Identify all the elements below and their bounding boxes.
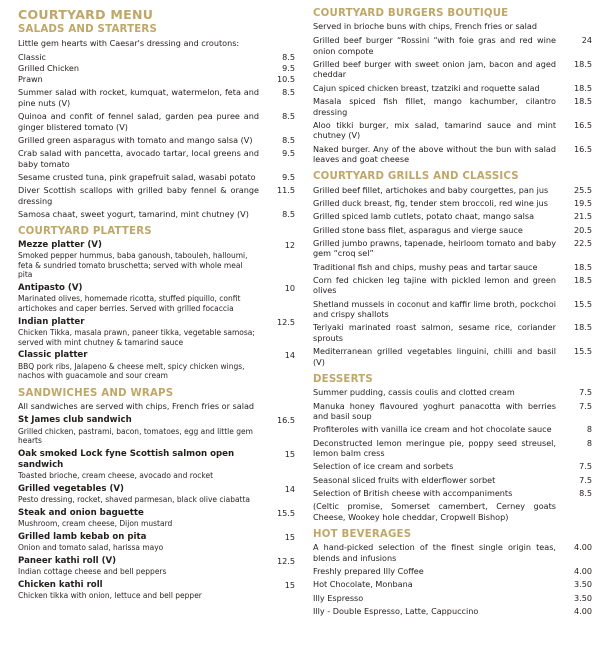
menu-section	[313, 171, 592, 367]
menu-item-name: Grilled duck breast, fig, tender stem broccoli, red wine jus	[313, 197, 549, 208]
menu-item-name: Manuka honey flavoured yoghurt panacotta with berries and basil soup	[313, 400, 556, 421]
menu-item-body	[313, 238, 562, 259]
menu-item-description: Chicken tikka with onion, lettuce and bell pepper	[18, 591, 202, 601]
menu-item-name: Grilled stone bass filet, asparagus and vierge sauce	[313, 224, 523, 235]
menu-item-name: (Celtic promise, Somerset camembert, Cerney goats Cheese, Wookey hole cheddar, Cropwell Bishop)	[313, 501, 556, 522]
menu-item	[313, 346, 592, 367]
section-note: Little gem hearts with Caesar's dressing and croutons:	[18, 37, 240, 48]
menu-item-price: 7.5	[579, 461, 592, 472]
menu-item-name: St James club sandwich	[18, 415, 132, 426]
menu-item	[313, 501, 592, 522]
menu-item-name: Illy Espresso	[313, 592, 364, 603]
menu-item-price: 12.5	[276, 316, 295, 327]
menu-item	[313, 299, 592, 320]
menu-item-body	[18, 135, 265, 145]
menu-item	[313, 35, 592, 56]
menu-item	[313, 488, 592, 498]
menu-item-body	[313, 346, 562, 367]
menu-item	[18, 508, 295, 529]
menu-item-body	[313, 606, 562, 616]
sub-item-group	[18, 52, 295, 85]
menu-item-name: Masala spiced fish fillet, mango kachumber, cilantro dressing	[313, 96, 556, 117]
menu-item-price: 7.5	[579, 474, 592, 485]
menu-item-description: Onion and tomato salad, harissa mayo	[18, 543, 164, 553]
menu-item	[313, 238, 592, 259]
menu-item	[313, 401, 592, 422]
left-sections-container	[18, 24, 295, 600]
menu-item	[313, 59, 592, 80]
menu-item-price: 16.5	[276, 415, 295, 426]
menu-item-price: 11.5	[276, 185, 295, 196]
menu-item	[18, 87, 295, 108]
menu-item-name: Freshly prepared Illy Coffee	[313, 566, 424, 577]
menu-item-name: Seasonal sliced fruits with elderflower sorbet	[313, 474, 496, 485]
menu-item-name: Grilled lamb kebab on pita	[18, 532, 147, 543]
menu-item-price: 7.5	[579, 387, 592, 398]
menu-item-name: Grilled vegetables (V)	[18, 484, 124, 495]
menu-item-price: 18.5	[573, 59, 592, 70]
menu-item-name: Antipasto (V)	[18, 283, 83, 294]
menu-item-name: Corn fed chicken leg tajine with pickled lemon and green olives	[313, 275, 556, 296]
menu-item	[18, 283, 295, 314]
menu-section	[18, 388, 295, 601]
menu-section	[313, 8, 592, 164]
sub-item-name: Prawn	[18, 73, 43, 84]
sub-item-price: 8.5	[282, 51, 295, 62]
menu-item	[313, 322, 592, 343]
menu-item-body	[18, 580, 265, 601]
menu-item-name: Samosa chaat, sweet yogurt, tamarind, mint chutney (V)	[18, 209, 249, 220]
menu-item-body	[18, 111, 265, 132]
menu-item-name: Grilled beef burger with sweet onion jam, bacon and aged cheddar	[313, 59, 556, 80]
section-heading: SALADS AND STARTERS	[18, 24, 158, 36]
menu-item-body	[18, 508, 265, 529]
menu-item-body	[18, 87, 265, 108]
menu-item-body	[313, 488, 562, 498]
menu-item-body	[313, 144, 562, 165]
menu-item	[313, 262, 592, 272]
menu-item-body	[313, 211, 562, 221]
menu-item-body	[18, 172, 265, 182]
menu-item-price: 24	[581, 35, 592, 46]
menu-item-name: A hand-picked selection of the finest single origin teas, blends and infusions	[313, 542, 556, 563]
menu-item-body	[18, 449, 265, 481]
section-heading: COURTYARD GRILLS AND CLASSICS	[313, 171, 519, 183]
menu-item-name: Mediterranean grilled vegetables linguini, chilli and basil (V)	[313, 346, 556, 367]
menu-item	[313, 593, 592, 603]
menu-item	[313, 542, 592, 563]
menu-section	[313, 374, 592, 522]
menu-item-body	[18, 283, 265, 314]
menu-item-body	[313, 83, 562, 93]
menu-item	[313, 579, 592, 589]
menu-item	[313, 120, 592, 141]
menu-item-body	[313, 401, 562, 422]
menu-item-name: Steak and onion baguette	[18, 508, 144, 519]
menu-item-name: Paneer kathi roll (V)	[18, 555, 117, 566]
menu-item-price: 15	[284, 532, 295, 543]
menu-item-price: 18.5	[573, 96, 592, 107]
menu-item-price: 18.5	[573, 322, 592, 333]
menu-item	[18, 148, 295, 169]
menu-item-name: Summer pudding, cassis coulis and clotted cream	[313, 387, 515, 398]
menu-item-price: 15.5	[573, 298, 592, 309]
menu-item	[313, 185, 592, 195]
menu-item-name: Summer salad with rocket, kumquat, watermelon, feta and pine nuts (V)	[18, 87, 259, 108]
menu-item-body	[313, 424, 562, 434]
menu-item-description: Indian cottage cheese and bell peppers	[18, 567, 167, 577]
menu-item-price: 18.5	[573, 82, 592, 93]
menu-item	[18, 240, 295, 280]
menu-item	[18, 556, 295, 577]
menu-item-price: 8.5	[282, 209, 295, 220]
menu-item-price: 9.5	[282, 148, 295, 159]
menu-item-price: 3.50	[573, 579, 592, 590]
menu-item-body	[313, 120, 562, 141]
menu-item-body	[313, 299, 562, 320]
menu-item-body	[313, 566, 562, 576]
menu-item-body	[313, 461, 562, 471]
menu-item-description: Mushroom, cream cheese, Dijon mustard	[18, 519, 173, 529]
menu-item	[313, 275, 592, 296]
menu-item-price: 18.5	[573, 275, 592, 286]
menu-item-price: 7.5	[579, 400, 592, 411]
menu-item-name: Shetland mussels in coconut and kaffir lime broth, pockchoi and crispy shallots	[313, 298, 556, 320]
menu-item-body	[313, 185, 562, 195]
menu-item-body	[313, 59, 562, 80]
menu-item-body	[18, 240, 265, 280]
menu-item	[18, 317, 295, 348]
menu-item	[18, 415, 295, 446]
menu-item	[313, 198, 592, 208]
right-sections-container	[313, 8, 592, 617]
menu-item-body	[313, 96, 562, 117]
menu-item-name: Quinoa and confit of fennel salad, garden pea puree and ginger blistered tomato (V)	[18, 111, 259, 132]
menu-item-body	[313, 275, 562, 296]
menu-item-description: Grilled chicken, pastrami, bacon, tomatoes, egg and little gem hearts	[18, 426, 253, 446]
menu-item-body	[18, 209, 265, 219]
menu-item-body	[313, 438, 562, 459]
menu-item-price: 15	[284, 449, 295, 460]
section-heading: COURTYARD PLATTERS	[18, 226, 152, 238]
menu-item-price: 8	[586, 437, 592, 448]
menu-item	[313, 566, 592, 576]
menu-item-price: 18.5	[573, 261, 592, 272]
menu-item-body	[18, 556, 265, 577]
menu-section	[313, 529, 592, 616]
menu-item-price: 16.5	[573, 143, 592, 154]
sub-item-name: Grilled Chicken	[18, 62, 80, 73]
menu-item-body	[313, 322, 562, 343]
menu-item-price: 3.50	[573, 592, 592, 603]
menu-item-price: 15	[284, 579, 295, 590]
menu-item-price: 19.5	[573, 197, 592, 208]
section-heading: HOT BEVERAGES	[313, 529, 412, 541]
menu-item-name: Traditional fish and chips, mushy peas and tartar sauce	[313, 261, 538, 272]
menu-item-price: 22.5	[573, 237, 592, 248]
menu-item-body	[313, 542, 562, 563]
menu-item-body	[313, 198, 562, 208]
menu-item-price: 8.5	[282, 134, 295, 145]
menu-item-name: Oak smoked Lock fyne Scottish salmon open sandwich	[18, 449, 235, 471]
menu-item	[18, 580, 295, 601]
menu-item-price: 8.5	[282, 87, 295, 98]
sub-item-price: 10.5	[276, 73, 295, 84]
menu-item-name: Sesame crusted tuna, pink grapefruit salad, wasabi potato	[18, 172, 256, 182]
menu-item-description: Toasted brioche, cream cheese, avocado and rocket	[18, 471, 214, 481]
menu-item-name: Crab salad with pancetta, avocado tartar, local greens and baby tomato	[18, 148, 259, 169]
menu-item-name: Grilled green asparagus with tomato and mango salsa (V)	[18, 134, 253, 145]
menu-item-name: Naked burger. Any of the above without the bun with salad leaves and goat cheese	[313, 143, 556, 164]
section-heading: SANDWICHES AND WRAPS	[18, 388, 174, 400]
menu-item	[18, 111, 295, 132]
menu-item	[313, 96, 592, 117]
sub-item-name: Classic	[18, 51, 46, 62]
section-note: Served in brioche buns with chips, French fries or salad	[313, 21, 537, 32]
menu-item	[313, 225, 592, 235]
menu-item	[18, 135, 295, 145]
menu-item-body	[313, 262, 562, 272]
menu-item-name: Selection of British cheese with accompaniments	[313, 488, 513, 499]
menu-item-name: Selection of ice cream and sorbets	[313, 461, 454, 472]
menu-item-name: Grilled beef fillet, artichokes and baby courgettes, pan jus	[313, 184, 549, 195]
menu-item-price: 15.5	[276, 508, 295, 519]
menu-section	[18, 24, 295, 219]
menu-item	[313, 438, 592, 459]
menu-item-body	[18, 532, 265, 553]
menu-item-body	[18, 148, 265, 169]
menu-item-body	[313, 35, 562, 56]
menu-column-left	[6, 8, 303, 650]
menu-item-price: 12	[284, 239, 295, 250]
menu-item-body	[313, 387, 562, 397]
menu-item-name: Grilled spiced lamb cutlets, potato chaat, mango salsa	[313, 211, 535, 222]
menu-item-name: Diver Scottish scallops with grilled baby fennel & orange dressing	[18, 185, 259, 206]
menu-item-price: 14	[284, 350, 295, 361]
menu-item	[313, 424, 592, 434]
menu-item-price: 10	[284, 283, 295, 294]
menu-item-name: Illy - Double Espresso, Latte, Cappuccino	[313, 606, 479, 617]
menu-item-name: Indian platter	[18, 316, 85, 327]
page-title: COURTYARD MENU	[18, 7, 154, 22]
menu-item	[313, 461, 592, 471]
menu-item-description: Marinated olives, homemade ricotta, stuffed piquillo, confit artichokes and caper berries. Served with grilled focaccia	[18, 294, 241, 314]
menu-item	[18, 209, 295, 219]
menu-item-price: 21.5	[573, 211, 592, 222]
menu-item-name: Grilled jumbo prawns, tapenade, heirloom tomato and baby gem “croq sel”	[313, 237, 556, 259]
menu-item-description: BBQ pork ribs, Jalapeno & cheese melt, spicy chicken wings, nachos with guacamole and sour cream	[18, 361, 245, 381]
menu-item-body	[18, 484, 265, 505]
menu-item	[18, 449, 295, 481]
menu-item	[313, 387, 592, 397]
menu-item	[313, 144, 592, 165]
menu-item-body	[18, 185, 265, 206]
menu-item	[313, 475, 592, 485]
menu-item-price: 16.5	[573, 119, 592, 130]
menu-item-body	[18, 317, 265, 348]
menu-item-body	[313, 475, 562, 485]
menu-item-price: 4.00	[573, 606, 592, 617]
menu-item-price: 14	[284, 484, 295, 495]
menu-item	[313, 211, 592, 221]
sub-item-price: 9.5	[282, 62, 295, 73]
section-heading: DESSERTS	[313, 373, 373, 385]
menu-item	[313, 606, 592, 616]
menu-item	[18, 484, 295, 505]
menu-item-name: Cajun spiced chicken breast, tzatziki and roquette salad	[313, 82, 540, 93]
menu-item-name: Grilled beef burger “Rossini “with foie gras and red wine onion compote	[313, 35, 556, 56]
menu-item-body	[313, 501, 562, 522]
menu-item-body	[313, 593, 562, 603]
menu-section	[18, 226, 295, 381]
menu-sub-item	[18, 63, 295, 74]
menu-item-price: 8	[586, 424, 592, 435]
menu-sub-item	[18, 74, 295, 85]
menu-item-name: Mezze platter (V)	[18, 239, 102, 250]
menu-item-name: Deconstructed lemon meringue pie, poppy seed streusel, lemon balm cress	[313, 437, 556, 458]
section-heading: COURTYARD BURGERS BOUTIQUE	[313, 8, 509, 19]
menu-item-name: Chicken kathi roll	[18, 579, 103, 590]
menu-item-price: 8.5	[282, 111, 295, 122]
menu-item	[18, 172, 295, 182]
menu-item-price: 9.5	[282, 172, 295, 182]
section-note: All sandwiches are served with chips, French fries or salad	[18, 401, 255, 412]
menu-item-name: Profiteroles with vanilla ice cream and hot chocolate sauce	[313, 424, 552, 435]
menu-item-price: 12.5	[276, 555, 295, 566]
menu-item	[313, 83, 592, 93]
menu-item-body	[313, 579, 562, 589]
menu-item-description: Pesto dressing, rocket, shaved parmesan, black olive ciabatta	[18, 495, 251, 505]
menu-item	[18, 350, 295, 381]
menu-item	[18, 532, 295, 553]
menu-sub-item	[18, 52, 295, 63]
menu-item-body	[18, 415, 265, 446]
menu-item	[18, 185, 295, 206]
menu-item-name: Teriyaki marinated roast salmon, sesame rice, coriander sprouts	[313, 322, 556, 343]
menu-item-price: 15.5	[573, 346, 592, 357]
menu-item-name: Classic platter	[18, 350, 88, 361]
menu-item-body	[18, 350, 265, 381]
menu-item-description: Smoked pepper hummus, baba ganoush, tabouleh, halloumi, feta & sundried tomato bruschetta; served with whole meal pita	[18, 250, 248, 280]
menu-item-price: 8.5	[579, 488, 592, 499]
menu-item-description: Chicken Tikka, masala prawn, paneer tikka, vegetable samosa; served with mint chutney & tamarind sauce	[18, 327, 255, 347]
menu-item-price: 4.00	[573, 566, 592, 577]
menu-item-price: 25.5	[573, 184, 592, 195]
menu-item-name: Aloo tikki burger, mix salad, tamarind sauce and mint chutney (V)	[313, 119, 556, 141]
menu-column-right	[303, 8, 600, 650]
menu-item-price: 20.5	[573, 224, 592, 235]
menu-item-price: 4.00	[573, 542, 592, 553]
menu-item-name: Hot Chocolate, Monbana	[313, 579, 413, 590]
menu-item-body	[313, 225, 562, 235]
